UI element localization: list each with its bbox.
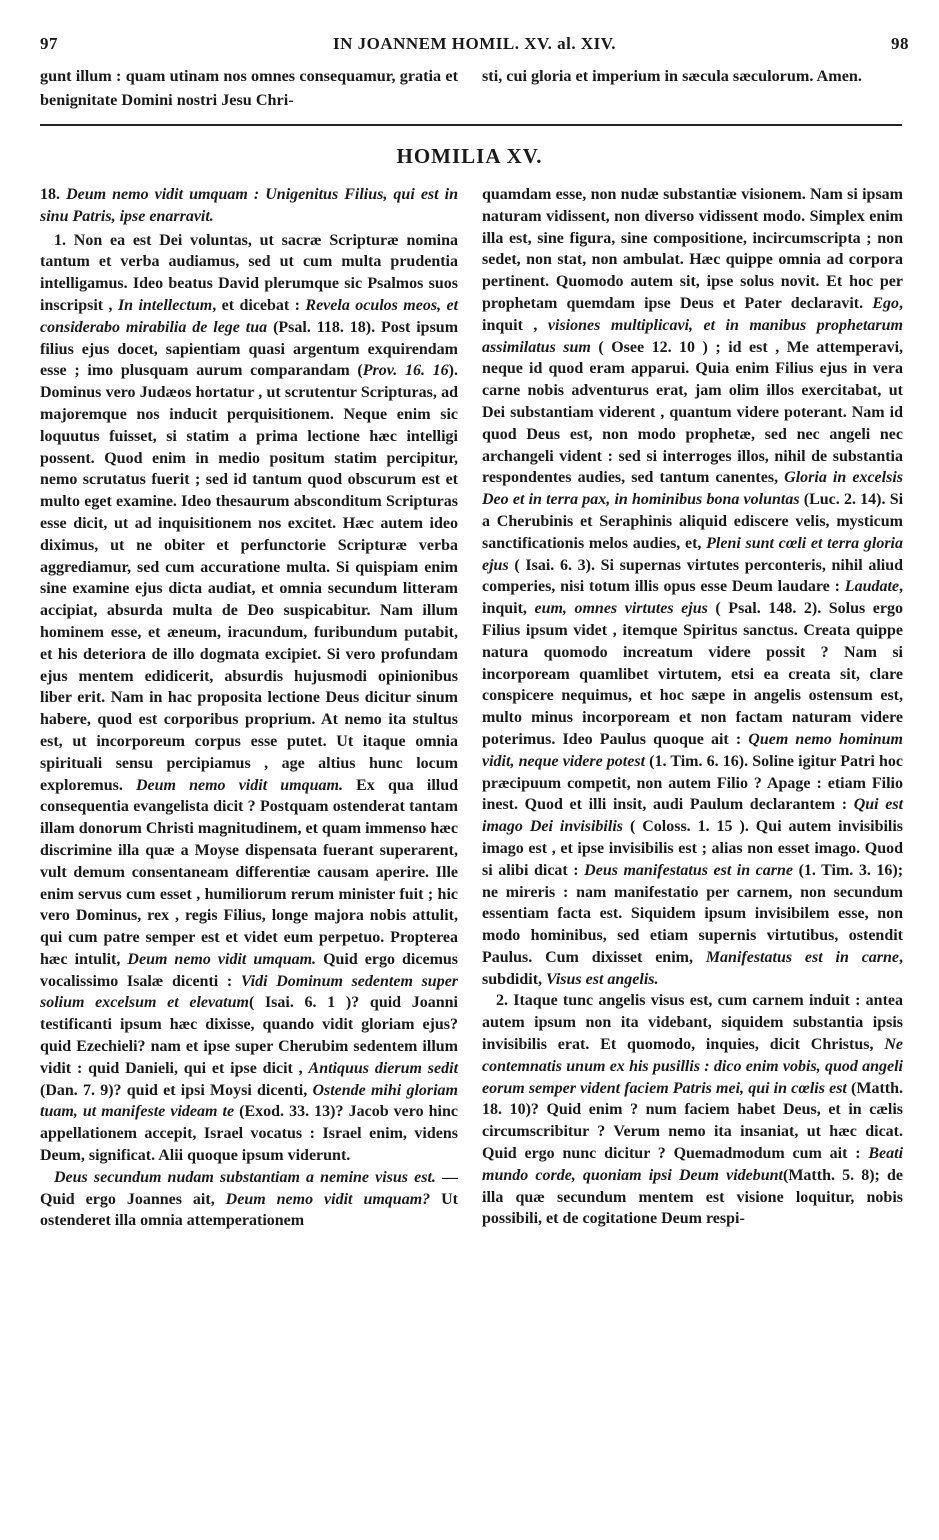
quotation: Laudate — [844, 578, 900, 596]
homily-title: HOMILIA XV. — [396, 144, 543, 168]
page-number-left: 97 — [40, 34, 58, 53]
running-header — [40, 34, 909, 60]
quotation: Deum nemo vidit umquam. — [127, 950, 317, 968]
verse-number: 18. — [40, 186, 60, 203]
section-divider — [40, 124, 902, 126]
citation: (Luc. 2. 14). — [803, 491, 886, 509]
citation: ( Coloss. 1. 15 ). — [629, 818, 749, 836]
previous-homily-ending-right: sti, cui gloria et imperium in sæcula sæculorum. Amen. — [482, 67, 862, 85]
quotation: Deum nemo vidit umquam. — [135, 776, 343, 794]
running-title: IN JOANNEM HOMIL. XV. al. XIV. — [332, 34, 617, 53]
text-run: Ex qua illud consequentia evangelista dicit ? Postquam ostenderat tantam illam donorum Christi magnitudinem, et quam immenso hæc discrimine illa quæ a Moyse dispensata fuerant superarent, vult demum consentaneam differentiæ causam aperire. Ille enim servus cum esset , humiliorum rerum minister fuit ; hic vero Dominus, rex , regis Filius, longe majora nobis attulit, qui cum patre semper est et videt eum perpetuo. Propterea hæc intulit, — [40, 776, 459, 968]
section-summary: Deus secundum nudam substantiam a nemine visus est. — [54, 1168, 436, 1186]
gospel-verse — [40, 184, 458, 228]
quotation: Antiquus dierum sedit — [308, 1059, 459, 1077]
quotation: Gloria in excelsis Deo et in terra pax, in hominibus bona voluntas — [482, 469, 904, 509]
quotation: Quem nemo hominum vidit, neque videre potest — [482, 730, 904, 770]
quotation: Pleni sunt cœli et terra gloria ejus — [482, 534, 903, 574]
quotation: Ne contemnatis unum ex his pusillis : dico enim vobis, quod angeli eorum semper vident faciem Patris mei, qui in cœlis est — [482, 1036, 904, 1097]
citation: ( Osee 12. 10 ) — [598, 338, 708, 356]
quotation: Revela oculos meos, et considerabo mirabilia de lege tua — [40, 296, 459, 336]
citation: ( Isai. 6. 1 ) — [248, 994, 352, 1012]
text-run: , et dicebat : — [212, 296, 300, 314]
text-run: Non ea est Dei voluntas, ut sacræ Scripturæ nomina tantum et verba audiamus, sed ut cum multa prudentia intelligamus. Ideo beatus David plerumque sic Psalmos suos inscripsit , — [40, 231, 459, 314]
quotation: Manifestatus est in carne — [705, 948, 900, 966]
previous-homily-ending-left: gunt illum : quam utinam nos omnes consequamur, gratia et benignitate Domini nostri Jesu Chri- — [40, 67, 458, 109]
citation: (Matth. 5. 8) — [782, 1166, 875, 1184]
text-run: Si a Cherubinis et Seraphinis aliquid ediscere velis, mysticum sanctificationis melos audies, et, — [482, 491, 904, 552]
citation: Prov. 16. 16 — [362, 362, 449, 380]
citation: (1. Tim. 6. 16). — [649, 752, 749, 770]
citation: (Matth. 18. 10) — [482, 1079, 904, 1119]
text-run: Ut ostenderet illa omnia attemperationem — [40, 1190, 459, 1230]
paragraph-continuation — [482, 184, 903, 990]
citation: (Psal. 118. 18). — [273, 318, 376, 336]
quotation: Qui est imago Dei invisibilis — [482, 796, 904, 836]
right-column — [482, 184, 903, 1230]
citation: (Dan. 7. 9) — [40, 1081, 114, 1099]
text-run: ; id est , Me attemperavi, neque id quod eram apparui. Quia enim Filius ejus in vera carne nobis adventurus erat, jam olim illos exercitabat, ut Dei substantiam viderent , quantum videre poterant. Nam id quod Deus est, non modo prophetæ, sed nec angeli nec archangeli vident : sed si interroges illos, nihil de substantia respondentes audies, sed tantum canentes, — [482, 338, 904, 487]
text-run: ; de illa quæ secundum mentem est visione loquitur, nobis possibili, et de cogitatione Deum respi- — [482, 1166, 903, 1228]
paragraph-2-start — [40, 1167, 458, 1232]
text-run: Itaque tunc angelis visus est, cum carnem induit : antea autem ipsum non ita videbant, siquidem substantia ipsis invisibilis erat. Et quomodo, inquies, dicit Christus, — [482, 992, 903, 1054]
citation: (Exod. 33. 13) — [239, 1103, 336, 1121]
quotation: Beati mundo corde, quoniam ipsi Deum videbunt — [482, 1145, 904, 1184]
paragraph-number: 2. — [496, 992, 508, 1010]
quotation: Visus est angelis. — [546, 970, 659, 988]
text-run: Post ipsum filius ejus docet, sapientiam quasi argentum exquirendam esse ; imo plusquam aurum comparandam ( — [40, 318, 459, 380]
text-run: — Quid ergo Joannes ait, — [40, 1168, 459, 1208]
text-run: Qui autem invisibilis imago est , et ipse invisibilis est ; alias non esset imago. Quod si alibi dicat : — [482, 818, 904, 879]
text-run: ? quid et ipsi Moysi dicenti, — [113, 1081, 308, 1099]
text-run: Solus ergo Filius ipsum videt , itemque Spiritus sanctus. Creata quippe natura quomodo increatum videre possit ? Nam si incorpoream quamlibet virtutem, etsi ea creata sit, clare conspicere nequimus, et hoc sæpe in angelis ostensum est, multo minus incorpoream et non factam naturam videre poterimus. Ideo Paulus quoque ait : — [482, 600, 904, 748]
quotation: Ostende mihi gloriam tuam, ut manifeste videam te — [40, 1081, 458, 1121]
left-column — [40, 184, 458, 1232]
paragraph-2 — [482, 990, 903, 1230]
text-run: Soline igitur Patri hoc præcipuum competit, non autem Filio ? Apage : etiam Filio inest. Quod et illi insit, audi Paulum declarantem : — [482, 752, 903, 814]
text-run: , inquit , — [482, 294, 903, 334]
text-run: ? quid Joanni testificanti ipsum hæc dixisse, quando vidit gloriam ejus? quid Ezechieli? nam et ipse super Cherubim sedentem illum vidit : quid Danieli, qui et ipse dicit , — [40, 994, 459, 1077]
text-run: , inquit, — [482, 578, 904, 618]
paragraph-number: 1. — [54, 231, 66, 249]
text-run: Si supernas virtutes perconteris, nihil aliud comperies, nisi totum illis opus esse Deum laudare : — [482, 556, 903, 596]
page-number-right: 98 — [891, 34, 909, 53]
quotation: Ego — [872, 294, 899, 312]
quotation: Vidi Dominum sedentem super solium excelsum et elevatum — [40, 972, 459, 1012]
verse-text: Deum nemo vidit umquam : Unigenitus Filius, qui est in sinu Patris, ipse enarravit. — [40, 186, 459, 225]
quotation: Deum nemo vidit umquam? — [225, 1190, 431, 1208]
quotation: In intellectum — [117, 296, 213, 314]
citation: ( Psal. 148. 2). — [715, 600, 822, 618]
text-run: ). Dominus vero Judæos hortatur , ut scrutentur Scripturas, ad majoremque nos inducit perquisitionem. Neque enim sic loquutus fuisset, si statim a prima lectione hæc intelligi possent. Quod enim in medio positum statim percipitur, nemo scrutatus fuerit ; sed id tantum quod obscurum est et multo eget examine. Ideo thesaurum absconditum Scripturas esse dicit, ut ad inquisitionem nos excitet. Hæc autem ideo diximus, ut ne obiter et perfunctorie Scripturæ verba aggrediamur, sed cum accuratione multa. Si quispiam enim sine examine ejus dicta audiat, et omnia secundum litteram accipiat, absurda multa de Deo suspicabitur. Nam illum hominem esse, et æneum, iracundum, furibundum putabit, et his deteriora de illo dogmata excipiet. Si vero profundam ejus mentem edidicerit, absurdis hujusmodi opinionibus liber erit. Nam in hac proposita lectione Deus dicitur sinum habere, quod est corporibus proprium. At nemo ita stultus est, ut incorporeum corpus esse putet. Ut itaque omnia spirituali sensu percipiamus , age altius hunc locum exploremus. — [40, 362, 458, 794]
text-run: , subdidit, — [482, 948, 904, 988]
text-run: Quid ergo dicemus vocalissimo Isalæ dicenti : — [40, 950, 459, 990]
text-run: ? Quid enim ? num faciem habet Deus, et in cælis circumscribitur ? Verum nemo ita insaniat, ut hæc dicat. Quid ergo nunc dicitur ? Quemadmodum cum ait : — [482, 1101, 904, 1163]
citation: (1. Tim. 3. 16) — [798, 861, 898, 879]
text-run: ; ne mireris : nam manifestatio per carnem, non secundum essentiam facta est. Siquidem ipsum invisibilem esse, non modo hominibus, sed etiam supernis virtutibus, ostendit Paulus. Cum dixisset enim, — [482, 861, 904, 966]
text-run: ? Jacob vero hinc appellationem accepit, Israel vocatus : Israel enim, videns Deum, significat. Alii quoque ipsum viderunt. — [40, 1103, 458, 1165]
paragraph-1 — [40, 230, 458, 1167]
quotation: eum, omnes virtutes ejus — [534, 600, 708, 618]
quotation: Deus manifestatus est in carne — [584, 861, 794, 879]
quotation: visiones multiplicavi, et in manibus prophetarum assimilatus sum — [482, 316, 904, 356]
citation: ( Isai. 6. 3). — [514, 556, 595, 574]
text-run: quamdam esse, non nudæ substantiæ visionem. Nam si ipsam naturam vidissent, non diverso vidissent modo. Simplex enim illa est, sine figura, sine compositione, incircumscripta ; non sedet, non stat, non ambulat. Hæc quippe omnia ad corpora pertinent. Quomodo autem sit, ipse solus novit. Et hoc per prophetam quemdam ipse Deus et Pater declaravit. — [482, 186, 903, 312]
